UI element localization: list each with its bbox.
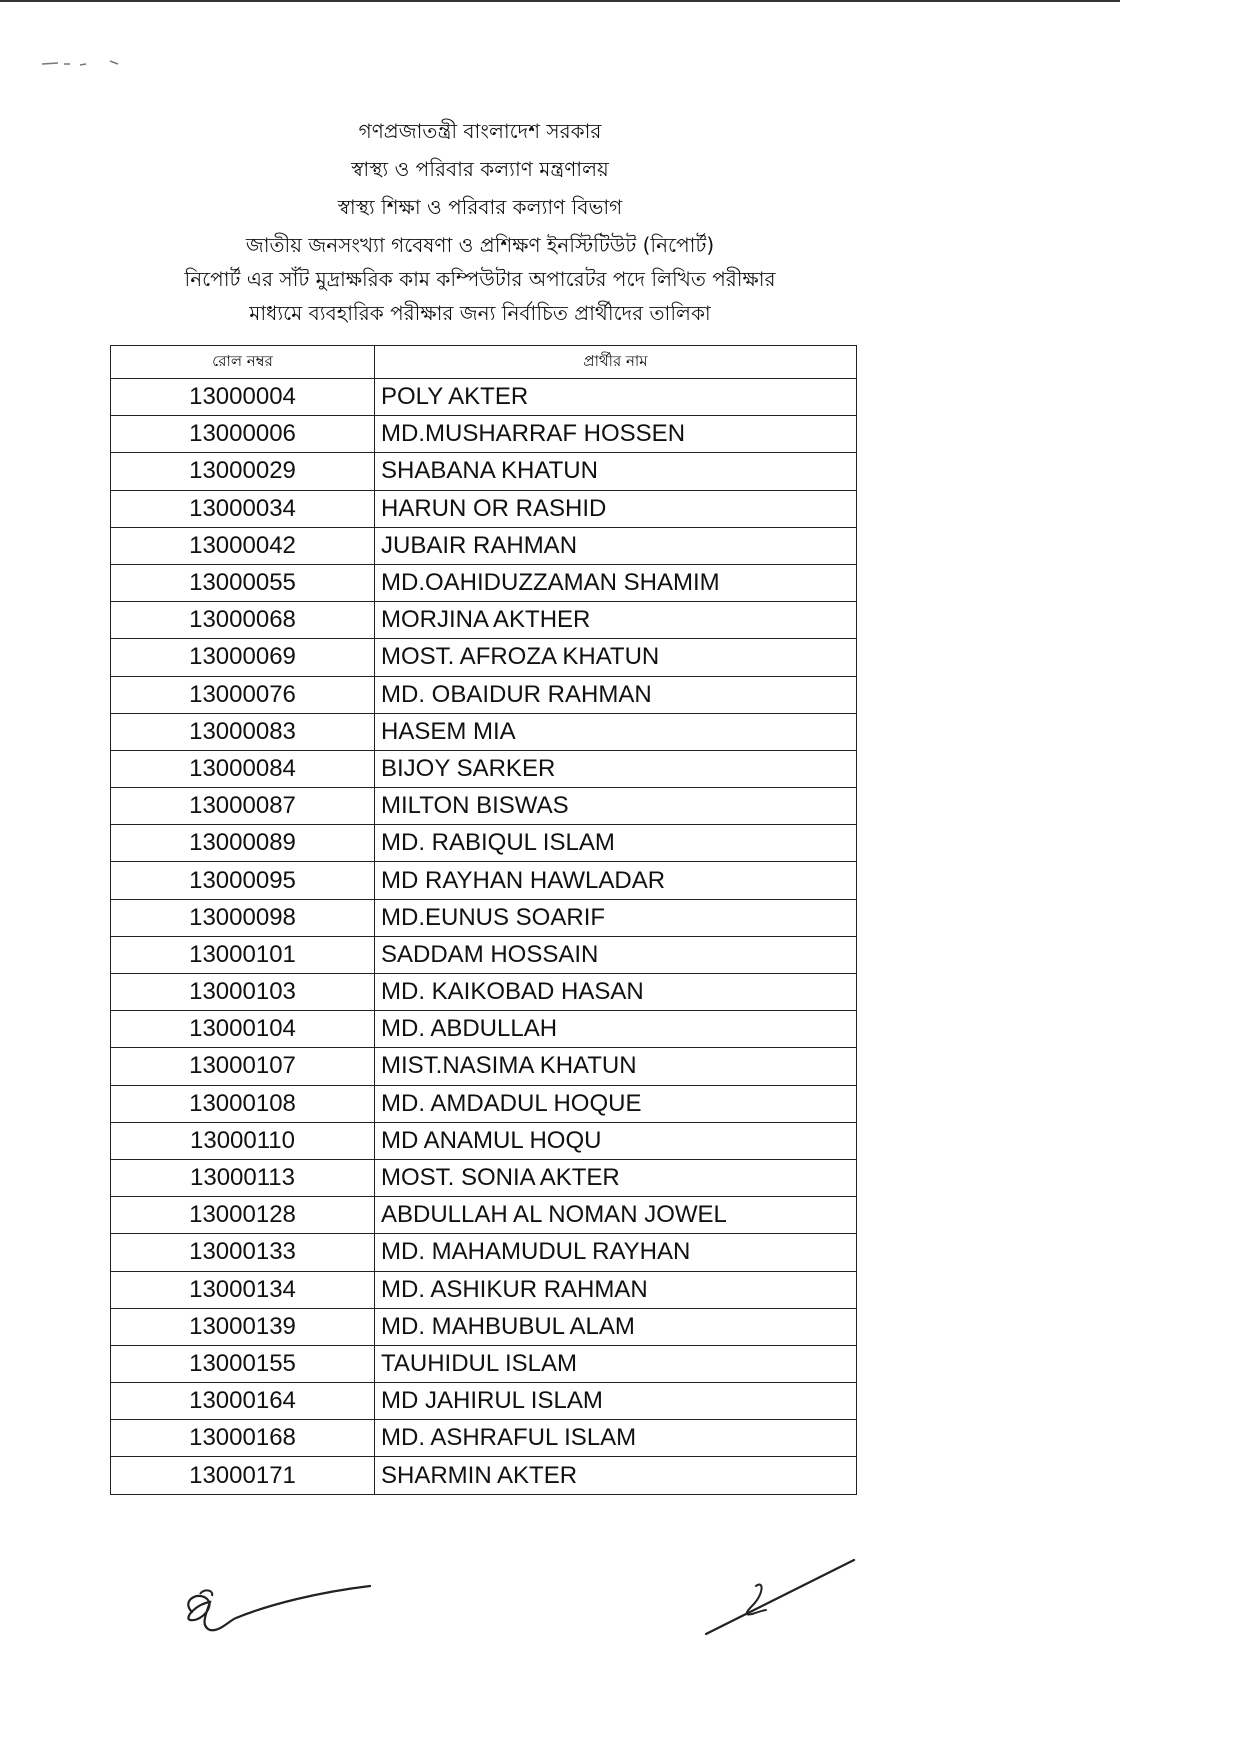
roll-number-cell: 13000069 xyxy=(111,639,375,676)
table-row xyxy=(111,676,857,713)
roll-number-cell: 13000083 xyxy=(111,713,375,750)
candidate-name-cell: MD. ASHIKUR RAHMAN xyxy=(375,1271,857,1308)
roll-number-cell: 13000103 xyxy=(111,974,375,1011)
header-line-institute: জাতীয় জনসংখ্যা গবেষণা ও প্রশিক্ষণ ইনস্টিটিউট (নিপোর্ট) xyxy=(245,233,715,257)
roll-number-cell: 13000006 xyxy=(111,416,375,453)
candidate-name-cell: MD. ABDULLAH xyxy=(375,1011,857,1048)
table-row xyxy=(111,862,857,899)
roll-number-cell: 13000139 xyxy=(111,1308,375,1345)
table-row xyxy=(111,639,857,676)
table-row xyxy=(111,750,857,787)
table-row xyxy=(111,416,857,453)
table-row xyxy=(111,1159,857,1196)
header-line-government: গণপ্রজাতন্ত্রী বাংলাদেশ সরকার xyxy=(358,119,602,143)
table-row xyxy=(111,1122,857,1159)
roll-number-cell: 13000133 xyxy=(111,1234,375,1271)
candidate-name-cell: MD. ASHRAFUL ISLAM xyxy=(375,1420,857,1457)
table-row xyxy=(111,564,857,601)
roll-number-cell: 13000171 xyxy=(111,1457,375,1494)
candidate-name-cell: MD.OAHIDUZZAMAN SHAMIM xyxy=(375,564,857,601)
table-row xyxy=(111,1345,857,1382)
table-row xyxy=(111,490,857,527)
roll-number-cell: 13000134 xyxy=(111,1271,375,1308)
candidate-name-cell: MD JAHIRUL ISLAM xyxy=(375,1383,857,1420)
candidate-name-cell: HARUN OR RASHID xyxy=(375,490,857,527)
candidate-name-cell: MILTON BISWAS xyxy=(375,788,857,825)
roll-number-cell: 13000068 xyxy=(111,602,375,639)
table-row xyxy=(111,936,857,973)
roll-number-cell: 13000107 xyxy=(111,1048,375,1085)
roll-number-cell: 13000042 xyxy=(111,527,375,564)
candidate-name-cell: MOST. AFROZA KHATUN xyxy=(375,639,857,676)
roll-number-cell: 13000034 xyxy=(111,490,375,527)
roll-number-cell: 13000101 xyxy=(111,936,375,973)
candidate-name-cell: MD ANAMUL HOQU xyxy=(375,1122,857,1159)
roll-number-cell: 13000087 xyxy=(111,788,375,825)
candidate-name-cell: MD. KAIKOBAD HASAN xyxy=(375,974,857,1011)
candidate-name-cell: MD RAYHAN HAWLADAR xyxy=(375,862,857,899)
candidate-name-cell: MD. OBAIDUR RAHMAN xyxy=(375,676,857,713)
roll-number-cell: 13000098 xyxy=(111,899,375,936)
table-row xyxy=(111,1420,857,1457)
roll-number-cell: 13000128 xyxy=(111,1197,375,1234)
document-header xyxy=(100,120,860,340)
candidate-name-cell: MD.MUSHARRAF HOSSEN xyxy=(375,416,857,453)
candidate-name-cell: POLY AKTER xyxy=(375,379,857,416)
table-row xyxy=(111,1457,857,1494)
header-line-division: স্বাস্থ্য শিক্ষা ও পরিবার কল্যাণ বিভাগ xyxy=(337,195,623,219)
roll-number-cell: 13000104 xyxy=(111,1011,375,1048)
candidate-name-cell: MORJINA AKTHER xyxy=(375,602,857,639)
candidate-name-cell: JUBAIR RAHMAN xyxy=(375,527,857,564)
table-row xyxy=(111,1048,857,1085)
roll-number-cell: 13000168 xyxy=(111,1420,375,1457)
scan-artifact-marks xyxy=(40,58,150,68)
candidate-name-cell: MD. AMDADUL HOQUE xyxy=(375,1085,857,1122)
candidate-name-cell: MOST. SONIA AKTER xyxy=(375,1159,857,1196)
table-row xyxy=(111,1197,857,1234)
header-line-exam-description: নিপোর্ট এর সাঁট মুদ্রাক্ষরিক কাম কম্পিউটার অপারেটর পদে লিখিত পরীক্ষার xyxy=(184,267,776,291)
table-row xyxy=(111,453,857,490)
scan-top-edge-line xyxy=(0,0,1120,2)
header-line-list-title: মাধ্যমে ব্যবহারিক পরীক্ষার জন্য নির্বাচিত প্রার্থীদের তালিকা xyxy=(249,301,711,325)
column-header-candidate-name: প্রার্থীর নাম xyxy=(375,346,857,379)
candidate-name-cell: MD. RABIQUL ISLAM xyxy=(375,825,857,862)
table-row xyxy=(111,1383,857,1420)
table-row xyxy=(111,899,857,936)
roll-number-cell: 13000110 xyxy=(111,1122,375,1159)
table-row xyxy=(111,974,857,1011)
table-row xyxy=(111,825,857,862)
table-row xyxy=(111,1271,857,1308)
table-row xyxy=(111,379,857,416)
candidate-name-cell: MD. MAHAMUDUL RAYHAN xyxy=(375,1234,857,1271)
candidate-table xyxy=(110,345,857,1495)
column-header-roll-number: রোল নম্বর xyxy=(111,346,375,379)
table-body xyxy=(111,379,857,1495)
roll-number-cell: 13000155 xyxy=(111,1345,375,1382)
table-row xyxy=(111,527,857,564)
table-header-row xyxy=(111,346,857,379)
candidate-name-cell: SHABANA KHATUN xyxy=(375,453,857,490)
candidate-name-cell: HASEM MIA xyxy=(375,713,857,750)
signature-right xyxy=(700,1550,860,1640)
roll-number-cell: 13000004 xyxy=(111,379,375,416)
table-row xyxy=(111,1011,857,1048)
candidate-name-cell: BIJOY SARKER xyxy=(375,750,857,787)
signature-left xyxy=(170,1560,390,1640)
candidate-name-cell: ABDULLAH AL NOMAN JOWEL xyxy=(375,1197,857,1234)
table-row xyxy=(111,602,857,639)
candidate-name-cell: TAUHIDUL ISLAM xyxy=(375,1345,857,1382)
roll-number-cell: 13000164 xyxy=(111,1383,375,1420)
roll-number-cell: 13000084 xyxy=(111,750,375,787)
roll-number-cell: 13000108 xyxy=(111,1085,375,1122)
candidate-name-cell: MD. MAHBUBUL ALAM xyxy=(375,1308,857,1345)
table-row xyxy=(111,1308,857,1345)
table-row xyxy=(111,1085,857,1122)
candidate-name-cell: SHARMIN AKTER xyxy=(375,1457,857,1494)
roll-number-cell: 13000029 xyxy=(111,453,375,490)
candidate-name-cell: MIST.NASIMA KHATUN xyxy=(375,1048,857,1085)
table-row xyxy=(111,788,857,825)
roll-number-cell: 13000076 xyxy=(111,676,375,713)
candidate-name-cell: SADDAM HOSSAIN xyxy=(375,936,857,973)
roll-number-cell: 13000095 xyxy=(111,862,375,899)
header-line-ministry: স্বাস্থ্য ও পরিবার কল্যাণ মন্ত্রণালয় xyxy=(351,157,609,181)
table-row xyxy=(111,713,857,750)
roll-number-cell: 13000089 xyxy=(111,825,375,862)
roll-number-cell: 13000113 xyxy=(111,1159,375,1196)
candidate-name-cell: MD.EUNUS SOARIF xyxy=(375,899,857,936)
roll-number-cell: 13000055 xyxy=(111,564,375,601)
table-row xyxy=(111,1234,857,1271)
